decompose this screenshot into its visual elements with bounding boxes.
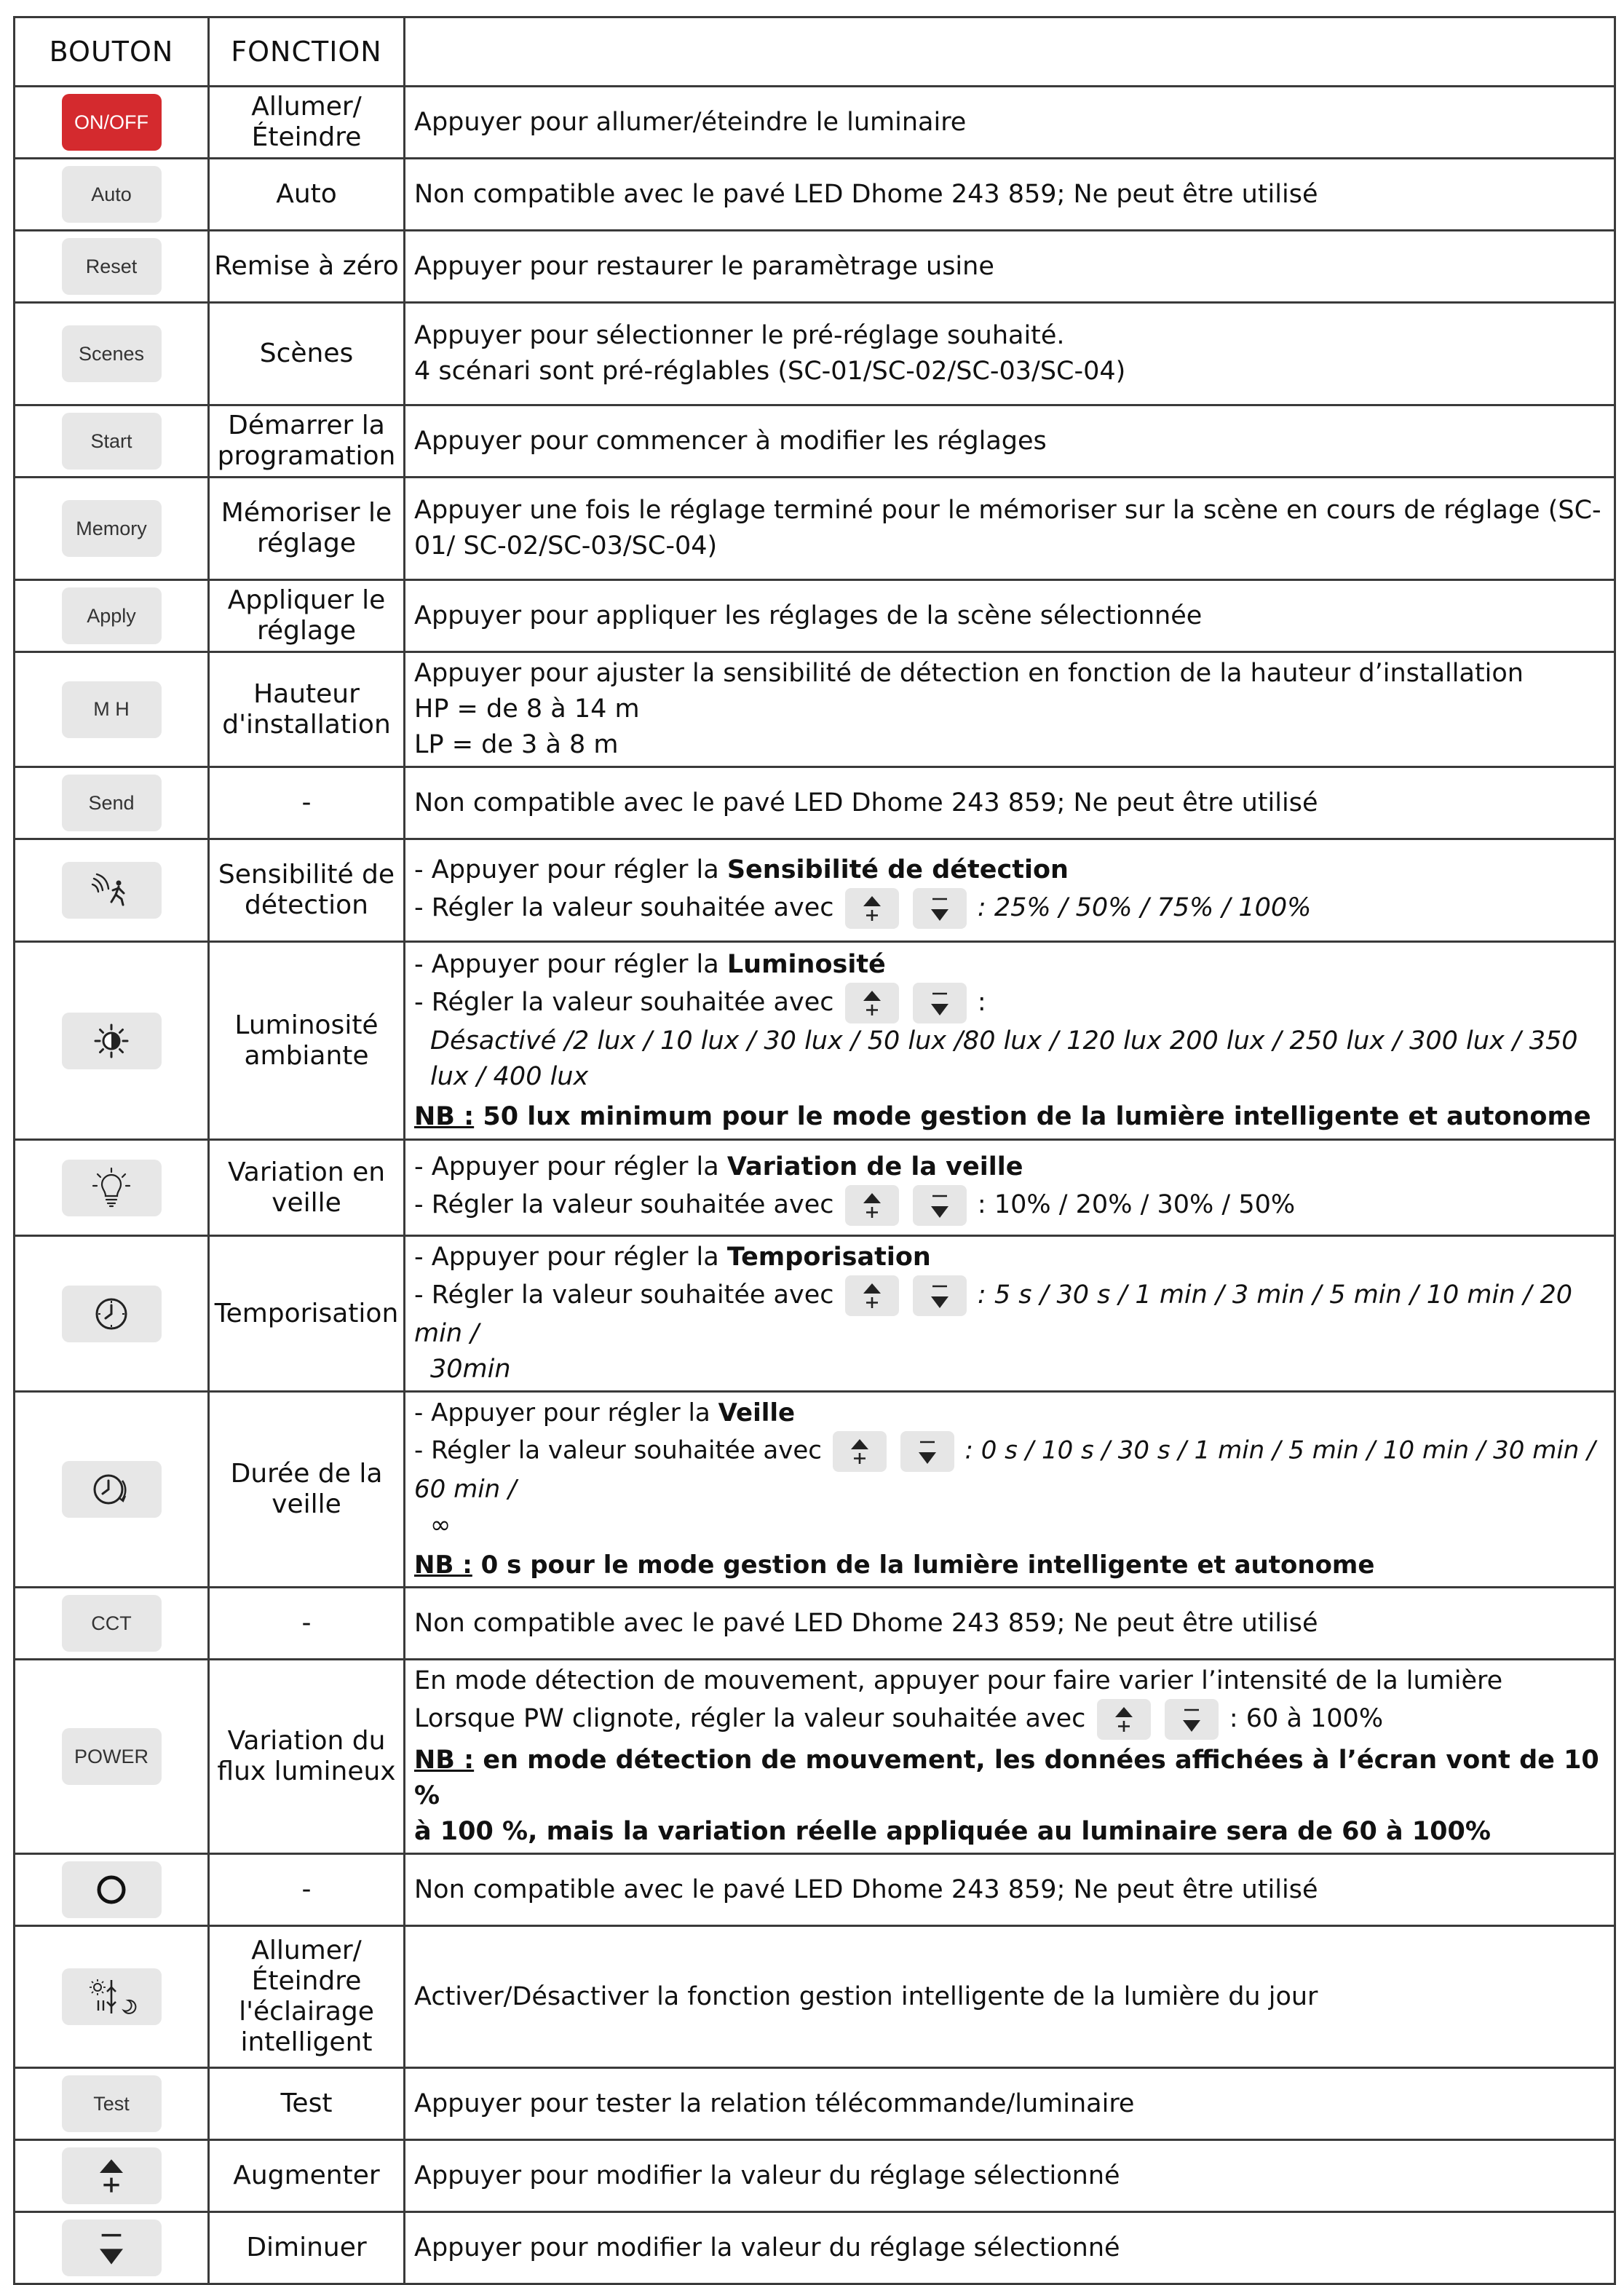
table-row (15, 159, 1615, 231)
row-description: Non compatible avec le pavé LED Dhome 243 859; Ne peut être utilisé (405, 1854, 1615, 1926)
mini-decrease-button (913, 888, 967, 929)
standby-timer-icon (90, 1470, 132, 1508)
row-description (405, 1660, 1615, 1854)
function-label: Allumer/ Éteindre (209, 87, 405, 159)
memory-button[interactable]: Memory (62, 500, 162, 557)
mini-decrease-button (913, 983, 967, 1023)
desc-values: 30min (430, 1355, 511, 1384)
desc-line: - Appuyer pour régler la Luminosité (414, 949, 886, 979)
desc-line: - Régler la valeur souhaitée avec : 0 s / 10 s / 30 s / 1 min / 5 min / 10 min / 30 min / 60 min / (414, 1431, 1607, 1508)
table-row (15, 767, 1615, 839)
table-row (15, 839, 1615, 942)
mini-increase-button (845, 1275, 899, 1316)
desc-line: - Appuyer pour régler la Temporisation (414, 1243, 931, 1272)
nb-note: NB : 0 s pour le mode gestion de la lumière intelligente et autonome (414, 1551, 1375, 1580)
on-off-button[interactable]: ON/OFF (62, 94, 162, 151)
decrease-icon (929, 1282, 951, 1310)
header-function: FONCTION (209, 17, 405, 87)
table-row (15, 2068, 1615, 2140)
table-row (15, 942, 1615, 1140)
function-label: Appliquer le réglage (209, 580, 405, 652)
increase-button[interactable] (62, 2147, 162, 2204)
nb-note: NB : 50 lux minimum pour le mode gestion de la lumière intelligente et autonome (414, 1101, 1591, 1131)
table-row (15, 231, 1615, 303)
test-button[interactable]: Test (62, 2075, 162, 2132)
decrease-icon (97, 2229, 126, 2267)
table-row (15, 652, 1615, 767)
function-label: Durée de la veille (209, 1392, 405, 1588)
mini-decrease-button (1165, 1699, 1219, 1740)
row-description (405, 303, 1615, 405)
power-button[interactable]: POWER (62, 1728, 162, 1785)
desc-line: - Appuyer pour régler la Sensibilité de détection (414, 855, 1069, 884)
row-description (405, 942, 1615, 1140)
increase-icon (849, 1438, 871, 1465)
function-label: Variation en veille (209, 1140, 405, 1236)
cct-button[interactable]: CCT (62, 1595, 162, 1652)
desc-line: Appuyer pour ajuster la sensibilité de détection en fonction de la hauteur d’installation (414, 659, 1524, 688)
circle-button[interactable] (62, 1861, 162, 1918)
decrease-icon (1181, 1706, 1203, 1733)
table-row (15, 2212, 1615, 2284)
function-label: Diminuer (209, 2212, 405, 2284)
increase-icon (861, 1192, 883, 1219)
mini-increase-button (845, 888, 899, 929)
desc-line: 4 scénari sont pré-réglables (SC-01/SC-02/SC-03/SC-04) (414, 357, 1126, 386)
apply-button[interactable]: Apply (62, 587, 162, 644)
scenes-button[interactable]: Scenes (62, 325, 162, 382)
auto-button[interactable]: Auto (62, 166, 162, 223)
function-label: Sensibilité de détection (209, 839, 405, 942)
function-label: Test (209, 2068, 405, 2140)
mini-decrease-button (900, 1431, 954, 1472)
row-description: Non compatible avec le pavé LED Dhome 243 859; Ne peut être utilisé (405, 767, 1615, 839)
mounting-height-button[interactable]: M H (62, 681, 162, 738)
bulb-icon (92, 1167, 131, 1209)
row-description: Appuyer pour appliquer les réglages de la scène sélectionnée (405, 580, 1615, 652)
table-row (15, 1392, 1615, 1588)
row-description: Appuyer pour tester la relation télécommande/luminaire (405, 2068, 1615, 2140)
function-label: Luminosité ambiante (209, 942, 405, 1140)
decrease-icon (929, 989, 951, 1017)
desc-values: ∞ (430, 1510, 451, 1540)
function-label: Hauteur d'installation (209, 652, 405, 767)
function-label: Temporisation (209, 1236, 405, 1392)
row-description: Appuyer pour modifier la valeur du réglage sélectionné (405, 2140, 1615, 2212)
desc-line: LP = de 3 à 8 m (414, 730, 619, 759)
brightness-icon (93, 1023, 130, 1059)
mini-increase-button (1097, 1699, 1151, 1740)
mini-decrease-button (913, 1275, 967, 1316)
standby-dimming-button[interactable] (62, 1160, 162, 1216)
motion-sensor-icon (90, 873, 133, 908)
table-row (15, 2140, 1615, 2212)
row-description (405, 1140, 1615, 1236)
send-button[interactable]: Send (62, 775, 162, 831)
decrease-icon (916, 1438, 938, 1465)
table-row (15, 1854, 1615, 1926)
row-description: Activer/Désactiver la fonction gestion intelligente de la lumière du jour (405, 1926, 1615, 2068)
desc-line: HP = de 8 à 14 m (414, 694, 640, 724)
table-row (15, 478, 1615, 580)
increase-icon (861, 895, 883, 922)
desc-line: - Régler la valeur souhaitée avec : 10% / 20% / 30% / 50% (414, 1185, 1607, 1226)
smart-lighting-button[interactable] (62, 1968, 162, 2025)
row-description: Non compatible avec le pavé LED Dhome 243 859; Ne peut être utilisé (405, 159, 1615, 231)
mini-decrease-button (913, 1185, 967, 1226)
table-header-row (15, 17, 1615, 87)
row-description: Appuyer pour restaurer le paramètrage usine (405, 231, 1615, 303)
decrease-button[interactable] (62, 2219, 162, 2276)
mini-increase-button (845, 1185, 899, 1226)
desc-line: - Régler la valeur souhaitée avec : 5 s / 30 s / 1 min / 3 min / 5 min / 10 min / 20 min / (414, 1275, 1607, 1352)
table-row (15, 1660, 1615, 1854)
function-label: - (209, 1854, 405, 1926)
function-label: Variation du flux lumineux (209, 1660, 405, 1854)
mini-increase-button (845, 983, 899, 1023)
circle-icon (95, 1874, 127, 1906)
function-label: Mémoriser le réglage (209, 478, 405, 580)
increase-icon (1113, 1706, 1135, 1733)
motion-sensor-button[interactable] (62, 862, 162, 919)
header-button: BOUTON (15, 17, 209, 87)
header-description (405, 17, 1615, 87)
desc-line: - Régler la valeur souhaitée avec : 25% / 50% / 75% / 100% (414, 888, 1607, 929)
nb-note: à 100 %, mais la variation réelle appliquée au luminaire sera de 60 à 100% (414, 1817, 1491, 1846)
function-label: - (209, 767, 405, 839)
function-label: Démarrer la programation (209, 405, 405, 478)
increase-icon (861, 1282, 883, 1310)
standby-duration-button[interactable] (62, 1461, 162, 1518)
desc-line: - Appuyer pour régler la Veille (414, 1398, 796, 1427)
desc-line: En mode détection de mouvement, appuyer pour faire varier l’intensité de la lumière (414, 1666, 1503, 1695)
table-row (15, 1588, 1615, 1660)
function-label: - (209, 1588, 405, 1660)
function-label: Remise à zéro (209, 231, 405, 303)
increase-icon (861, 989, 883, 1017)
brightness-button[interactable] (62, 1013, 162, 1069)
table-row (15, 405, 1615, 478)
timer-button[interactable] (62, 1286, 162, 1342)
desc-line: Lorsque PW clignote, régler la valeur souhaitée avec : 60 à 100% (414, 1699, 1607, 1740)
reset-button[interactable]: Reset (62, 238, 162, 295)
desc-line: - Appuyer pour régler la Variation de la veille (414, 1152, 1023, 1181)
row-description: Appuyer pour commencer à modifier les réglages (405, 405, 1615, 478)
row-description: Appuyer pour allumer/éteindre le luminaire (405, 87, 1615, 159)
row-description (405, 652, 1615, 767)
row-description: Non compatible avec le pavé LED Dhome 243 859; Ne peut être utilisé (405, 1588, 1615, 1660)
smart-lighting-icon (86, 1977, 137, 2016)
function-label: Allumer/ Éteindre l'éclairage intelligent (209, 1926, 405, 2068)
increase-icon (97, 2157, 126, 2195)
table-row (15, 1926, 1615, 2068)
row-description (405, 839, 1615, 942)
function-label: Auto (209, 159, 405, 231)
table-row (15, 1236, 1615, 1392)
table-row (15, 580, 1615, 652)
timer-icon (92, 1295, 130, 1333)
decrease-icon (929, 1192, 951, 1219)
desc-line: Appuyer pour sélectionner le pré-réglage souhaité. (414, 321, 1065, 350)
row-description (405, 1236, 1615, 1392)
row-description: Appuyer une fois le réglage terminé pour le mémoriser sur la scène en cours de réglage (SC-01/ SC-02/SC-03/SC-04) (405, 478, 1615, 580)
table-row (15, 303, 1615, 405)
function-label: Augmenter (209, 2140, 405, 2212)
desc-line: - Régler la valeur souhaitée avec : (414, 983, 1607, 1023)
desc-values: Désactivé /2 lux / 10 lux / 30 lux / 50 lux /80 lux / 120 lux 200 lux / 250 lux / 300 lux / 350 lux / 400 lux (430, 1026, 1578, 1091)
start-button[interactable]: Start (62, 413, 162, 470)
mini-increase-button (833, 1431, 887, 1472)
row-description (405, 1392, 1615, 1588)
decrease-icon (929, 895, 951, 922)
button-function-table (13, 16, 1616, 2285)
row-description: Appuyer pour modifier la valeur du réglage sélectionné (405, 2212, 1615, 2284)
nb-note: NB : en mode détection de mouvement, les données affichées à l’écran vont de 10 % (414, 1746, 1599, 1810)
table-row (15, 1140, 1615, 1236)
table-row (15, 87, 1615, 159)
function-label: Scènes (209, 303, 405, 405)
